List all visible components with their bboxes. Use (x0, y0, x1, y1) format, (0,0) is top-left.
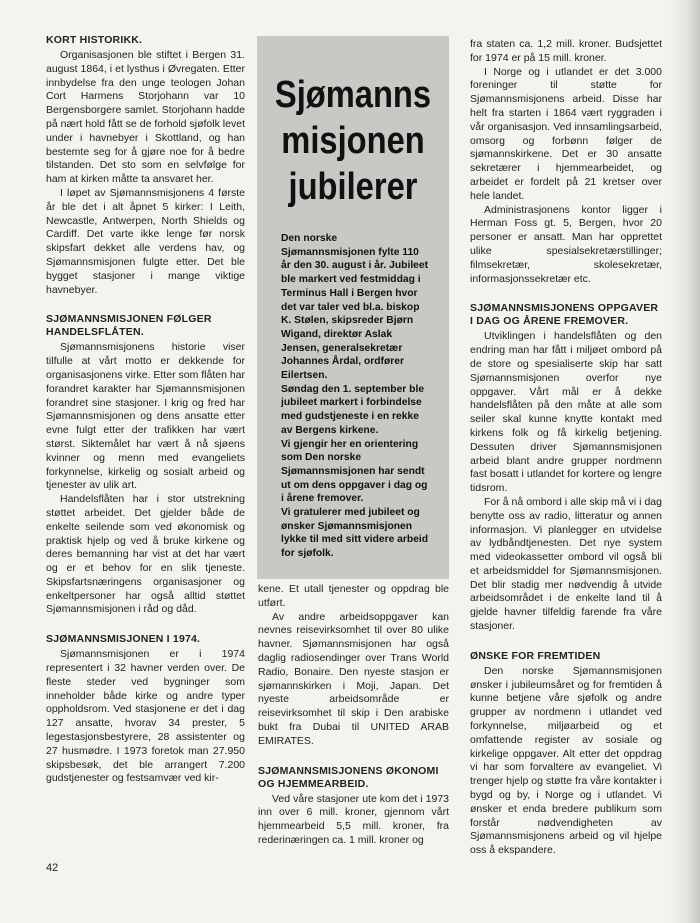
paragraph: I Norge og i utlandet er det 3.000 foreninger til støtte for Sjømannsmisjonens arbeid. Disse har helt fra starten i 1864 vært ryggraden i vår organisasjon. Ved innsamlingsarbeid, omsorg og forbønn følger de sjømannskirkene. Det er 30 ansatte sekretærer i hjemmearbeidet, og arbeidet er fordelt på 21 kretser over hele landet. (470, 65, 662, 202)
paragraph: fra staten ca. 1,2 mill. kroner. Budsjettet for 1974 er på 15 mill. kroner. (470, 38, 662, 64)
box-paragraph: Vi gratulerer med jubileet og ønsker Sjømannsmisjonen lykke til med sitt videre arbeid for sjøfolk. (281, 507, 429, 560)
headline (270, 36, 435, 210)
heading-onske-for-fremtiden: ØNSKE FOR FREMTIDEN (470, 649, 601, 662)
headline-line: Sjømanns (274, 74, 432, 116)
headline-line: jubilerer (288, 166, 418, 208)
paragraph: I løpet av Sjømannsmisjonens 4 første år ble det i alt åpnet 5 kirker: I Leith, Newcastle, Antwerpen, North Shields og Cardiff. Det varte ikke lenge før norsk skipsfart dekket alle verdens hav, og Sjømannsmisjonen fulgte etter. Det ble bygget stasjoner i mange viktige havnebyer. (46, 186, 245, 296)
box-text (281, 232, 431, 561)
paragraph: Organisasjonen ble stiftet i Bergen 31. august 1864, i et lysthus i Øvregaten. Etter innbydelse fra den unge teologen Johan Cort Harmens Storjohann var 10 Bergensborgere samlet. Storjohann hadde på nært hold fått se de forhold sjøfolk levet under i havnebyer i Skottland, og han bestemte seg for å gjøre noe for å bedre tilstanden. Det sto som en selvfølge for ham at kirken måtte ta ansvaret her. (46, 49, 245, 186)
heading-okonomi: SJØMANNSMISJONENS ØKONOMI OG HJEMMEARBEID. (258, 764, 439, 790)
column-right (470, 38, 662, 858)
paragraph: Sjømannsmisjonen er i 1974 representert i 32 havner verden over. De fleste steder ved bygninger som inneholder både kirke og andre typer oppholdsrom. Ved stasjonene er det i dag 127 ansatte, hvorav 34 prester, 5 legestasjonsbestyrere, 28 assistenter og 27 husmødre. I 1973 foretok man 27.950 skipsbesøk, det ble arrangert 7.200 gudstjenester og festsamvær ved kir- (46, 648, 245, 785)
paragraph: Den norske Sjømannsmisjonen ønsker i jubileumsåret og for fremtiden å kunne betjene våre sjøfolk og andre grupper av nordmenn i utlandet ved forkynnelse, miljøarbeid og et omfattende register av sosiale og kirkelige oppgaver. Alt etter det oppdrag vi har som forvaltere av evangeliet. Vi trenger hjelp og støtte fra våre kontakter i bygd og by, i Norge og i utlandet. Vi ønsker et enda bredere publikum som forstår nødvendigheten av Sjømannsmisjonens arbeid og vil hjelpe oss å ekspandere. (470, 664, 663, 857)
paragraph: kene. Et utall tjenester og oppdrag ble utført. (258, 583, 449, 609)
paragraph: Administrasjonens kontor ligger i Herman Foss gt. 5, Bergen, hvor 20 personer er ansatt. Man har opprettet ulike spesialsekretærstillinger; filmsekretær, skolesekretær, informasjonssekretær etc. (470, 203, 662, 285)
paragraph: Av andre arbeidsoppgaver kan nevnes reisevirksomhet til over 80 ulike havner. Sjømannsmisjonen har også daglig radiosendinger over Trans World Radio, Bonaire. Den nyeste stasjon er sjømannskirken i Moji, Japan. Det nyeste arbeidsområde er reisevirksomhet til skip i Den arabiske bukt fra Dubai til UNITED ARAB EMIRATES. (258, 610, 449, 747)
column-left (46, 34, 245, 786)
paragraph: Sjømannsmisjonens historie viser tilfulle at vårt motto er dekkende for organisasjonens virke. Etter som flåten har forandret karakter har Sjømannsmisjonen forandret sine stasjoner. I krig og fred har Sjømannsmisjonen og dens ansatte etter evne fulgt etter der trafikken har vært størst. Siktemålet har vært å nå sjøens kvinner og menn med evangeliets forkynnelse, kirkelig og sosialt arbeid og tjenester av ulik art. (46, 341, 246, 492)
box-paragraph: Vi gjengir her en orientering som Den norske Sjømannsmisjonen har sendt ut om dens oppgaver i dag og i årene fremover. (281, 438, 428, 505)
heading-folger-handelsflaten: SJØMANNSMISJONEN FØLGER HANDELSFLÅTEN. (46, 313, 212, 339)
jubilee-box (257, 36, 449, 579)
heading-sjomannsmisjonen-1974: SJØMANNSMISJONEN I 1974. (46, 633, 201, 646)
paragraph: For å nå ombord i alle skip må vi i dag benytte oss av radio, litteratur og annen informasjon. Vi planlegger en utvidelse av lydbåndtjenesten. Det nye system med videokassetter ombord vil også bli et arbeidsmiddel for Sjømannsmisjonen. Det blir stadig mer nødvendig å utvide arbeidsområdet i de enkelte land til å gjelde havner tilfeldig farende fra våre stasjoner. (470, 495, 662, 633)
page-number: 42 (46, 862, 59, 874)
box-paragraph: Søndag den 1. september ble jubileet markert i forbindelse med gudstjeneste i en rekke av Bergens kirkene. (281, 383, 425, 436)
paragraph: Handelsflåten har i stor utstrekning støttet arbeidet. Det gjelder både de enkelte seilende som ved økonomisk og praktisk hjelp og ved å bruke kirkene og deres bemanning har vist at det har vært og er et behov for en slik tjeneste. Skipsfartsnæringens organisasjoner og enkeltpersoner har også alltid støttet Sjømannsmisjonen i råd og dåd. (46, 493, 245, 616)
heading-oppgaver: SJØMANNSMISJONENS OPPGAVER I DAG OG ÅRENE FREMOVER. (470, 302, 659, 328)
headline-line: misjonen (281, 120, 425, 162)
paragraph: Ved våre stasjoner ute kom det i 1973 inn over 6 mill. kroner, gjennom vårt hjemmearbeid 5,5 mill. kroner, fra rederinæringen ca. 1 mill. kroner og (258, 792, 449, 846)
heading-kort-historikk: KORT HISTORIKK. (46, 34, 143, 46)
paragraph: Utviklingen i handelsflåten og den endring man har fått i miljøet ombord på de store og spesialiserte skip har satt Sjømannsmisjonen overfor nye oppgaver. Vårt mål er å dekke handelsflåten på den måte at alle som seiler skal kunne knytte kontakt med kirkens folk og få kirkelig betjening. Dessuten driver Sjømannsmisjonen arbeid blant andre grupper nordmenn fast bosatt i utlandet for kortere og lengre tidsrom. (470, 330, 662, 495)
box-paragraph: Den norske Sjømannsmisjonen fylte 110 år den 30. august i år. Jubileet ble markert ved festmiddag i Terminus Hall i Bergen hvor det var taler ved bl.a. biskop K. Stølen, skipsreder Bjørn Wigand, direktør Aslak Jensen, generalsekretær Johannes Årdal, ordfører Eilertsen. (281, 233, 429, 382)
column-middle (258, 583, 449, 848)
